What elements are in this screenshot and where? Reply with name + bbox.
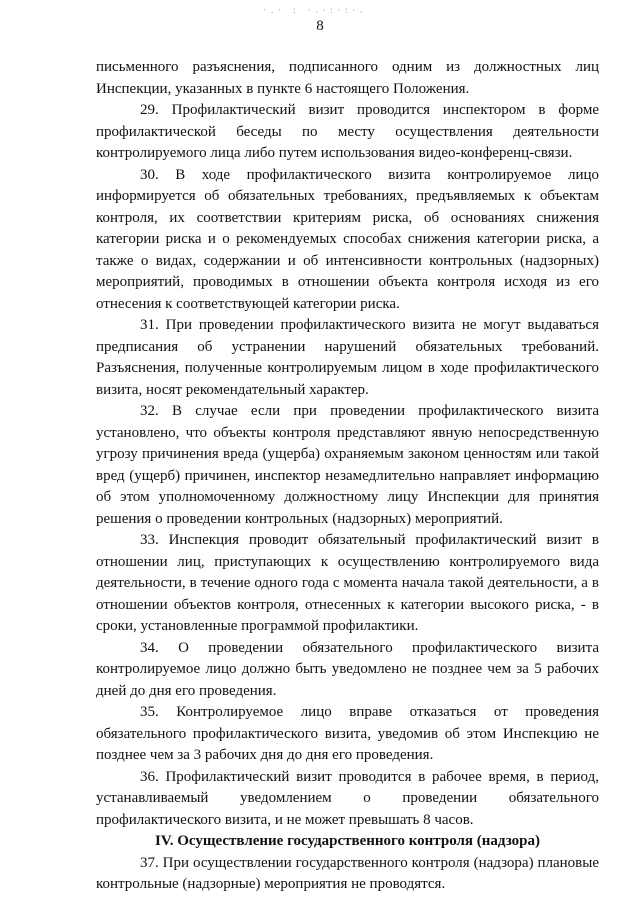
paragraph-36: 36. Профилактический визит проводится в рабочее время, в период, устанавливаемый уведомлением о проведении обязательного профилактического визита, и не может превышать 8 часов. xyxy=(96,768,599,828)
paragraph-32: 32. В случае если при проведении профилактического визита установлено, что объекты контроля представляют явную непосредственную угрозу причинения вреда (ущерба) охраняемым законом ценностям или такой вред (ущерб) причинен, инспектор незамедлительно направляет информацию об этом уполномоченному должностному лицу Инспекции для принятия решения о проведении контрольных (надзорных) мероприятий. xyxy=(96,403,599,527)
document-body xyxy=(96,57,599,896)
section-heading: IV. Осуществление государственного контроля (надзора) xyxy=(155,833,540,849)
paragraph-34: 34. О проведении обязательного профилактического визита контролируемое лицо должно быть уведомлено не позднее чем за 5 рабочих дней до дня его проведения. xyxy=(96,639,599,699)
paragraph-30: 30. В ходе профилактического визита контролируемое лицо информируется об обязательных требованиях, предъявляемых к объектам контроля, их соответствии критериям риска, об основаниях снижения категории риска и о рекомендуемых способах снижения категории риска, а также о видах, содержании и об интенсивности контрольных (надзорных) мероприятий, проводимых в отношении объекта контроля исходя из его отнесения к соответствующей категории риска. xyxy=(96,166,599,312)
scan-artifact: ·.· : ·.·:·:·. xyxy=(262,6,366,16)
page-number: 8 xyxy=(316,18,324,34)
paragraph-35: 35. Контролируемое лицо вправе отказаться от проведения обязательного профилактического визита, уведомив об этом Инспекцию не позднее чем за 3 рабочих дня до дня его проведения. xyxy=(96,704,599,763)
paragraph-37: 37. При осуществлении государственного контроля (надзора) плановые контрольные (надзорные) мероприятия не проводятся. xyxy=(96,854,599,892)
paragraph-33: 33. Инспекция проводит обязательный профилактический визит в отношении лиц, приступающих к осуществлению контролируемого вида деятельности, в течение одного года с момента начала такой деятельности, а в отношении объектов контроля, отнесенных к категории высокого риска, - в сроки, установленные программой профилактики. xyxy=(96,532,599,634)
paragraph-29: 29. Профилактический визит проводится инспектором в форме профилактической беседы по месту осуществления деятельности контролируемого лица либо путем использования видео-конференц-связи. xyxy=(96,102,599,161)
paragraph-31: 31. При проведении профилактического визита не могут выдаваться предписания об устранении нарушений обязательных требований. Разъяснения, полученные контролируемым лицом в ходе профилактического визита, носят рекомендательный характер. xyxy=(96,317,599,398)
paragraph-continuation: письменного разъяснения, подписанного одним из должностных лиц Инспекции, указанных в пункте 6 настоящего Положения. xyxy=(96,59,599,97)
